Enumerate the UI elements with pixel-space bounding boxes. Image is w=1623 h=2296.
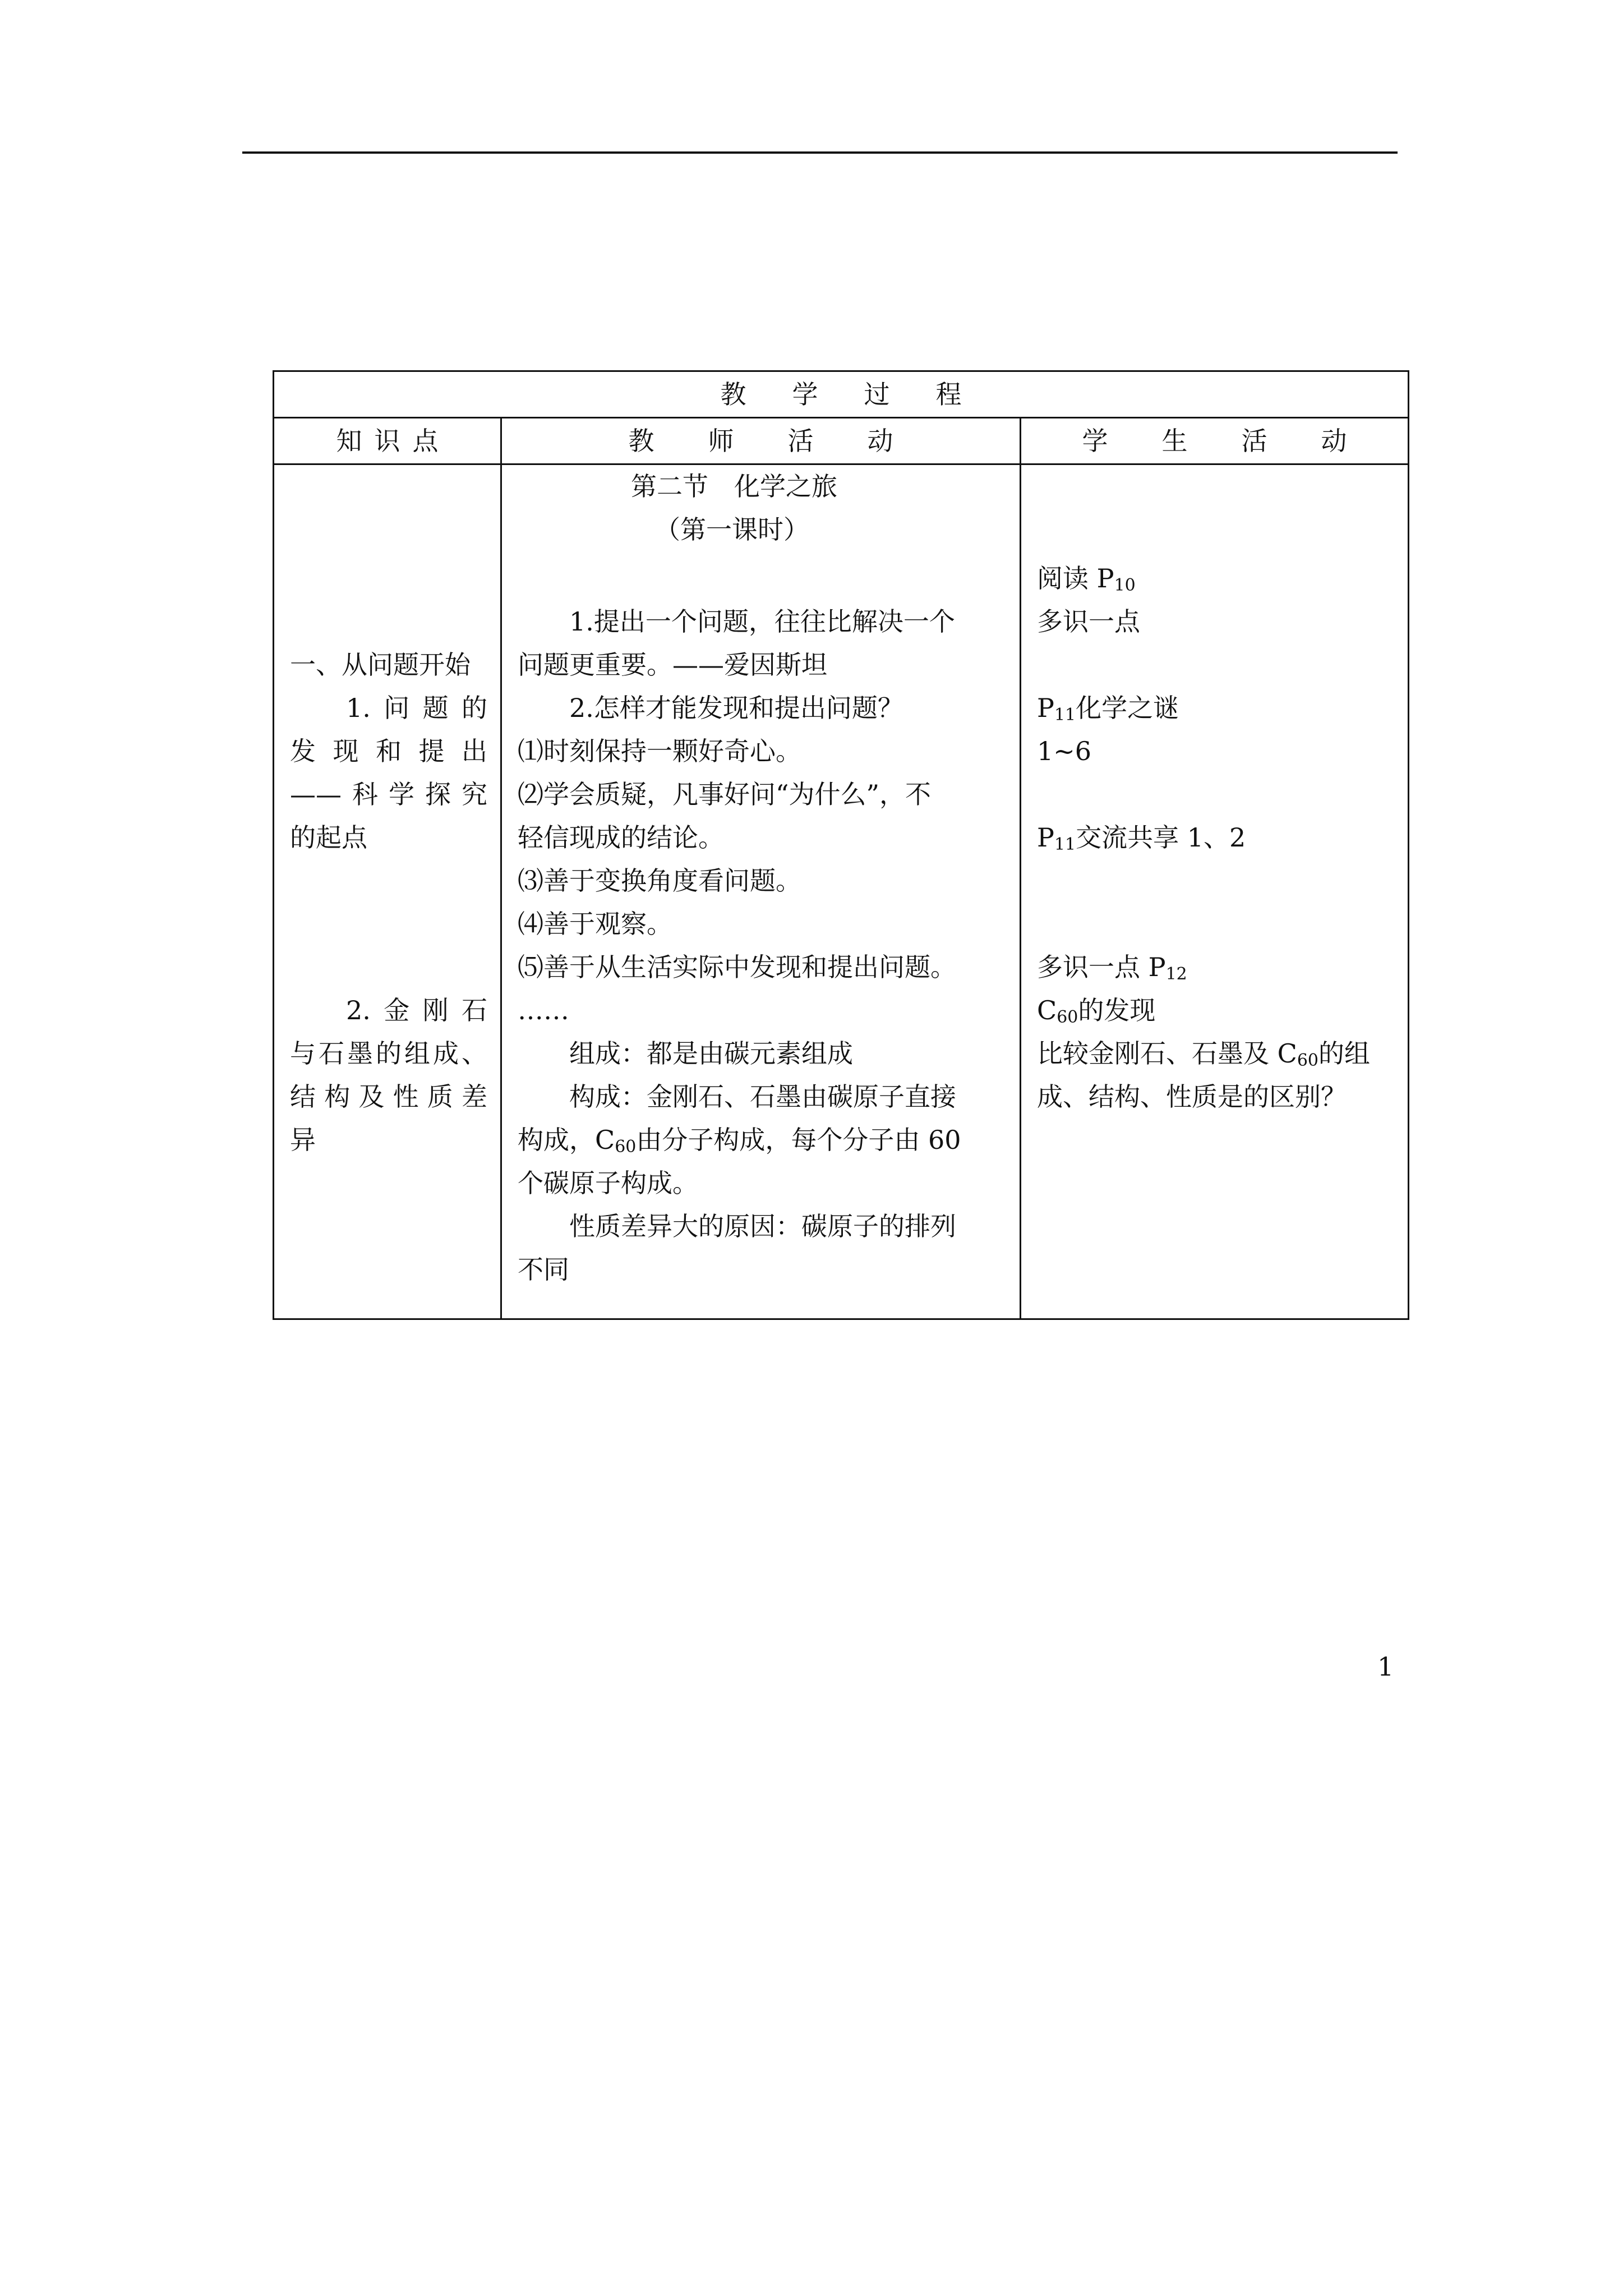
c60-discovery: $C_{60}$的发现 [1037,995,1156,1027]
knowledge-point2-line1: 2.金刚石 [346,995,487,1025]
more-knowledge-2: 多识一点 $P_{12}$ [1037,952,1187,984]
knowledge-point1-line2: 发现和提出 [290,736,487,766]
composition: 组成：都是由碳元素组成 [569,1038,853,1069]
teaching-process-table [273,370,1409,1320]
header-knowledge: 知识点 [274,418,501,464]
tip3: ⑶善于变换角度看问题。 [518,866,801,896]
section-title: 第二节 化学之旅 [631,471,837,501]
knowledge-point1-line4: 的起点 [290,822,367,853]
exchange-share: $P_{11}$交流共享 1、2 [1037,822,1246,854]
knowledge-point1-line1: 1.问题的 [346,693,487,723]
structure-line3: 个碳原子构成。 [518,1168,698,1198]
tip2-line2: 轻信现成的结论。 [518,822,724,853]
page-number: 1 [1377,1651,1394,1682]
reason-line2: 不同 [518,1254,569,1285]
quote-line1: 1.提出一个问题，往往比解决一个 [569,606,955,637]
chemistry-mystery: $P_{11}$化学之谜 [1037,693,1179,725]
knowledge-heading: 一、从问题开始 [290,650,471,680]
question2: 2.怎样才能发现和提出问题？ [569,693,903,723]
header-rule [242,151,1398,154]
table-title: 教学过程 [274,371,1409,418]
compare-line1: 比较金刚石、石墨及 $C_{60}$的组 [1037,1038,1371,1070]
knowledge-point2-line2: 与石墨的组成、 [290,1038,487,1069]
quote-line2: 问题更重要。——爱因斯坦 [518,650,827,680]
reason-line1: 性质差异大的原因：碳原子的排列 [569,1211,956,1241]
knowledge-point2-line3: 结构及性质差 [290,1082,487,1112]
ellipsis: …… [518,995,569,1025]
header-student: 学生活动 [1021,418,1409,464]
knowledge-point1-line3: ——科学探究 [290,779,487,809]
read-p10: 阅读 $P_{10}$ [1037,563,1136,595]
more-knowledge-1: 多识一点 [1037,606,1140,637]
knowledge-column [274,464,501,1319]
lesson-period: （第一课时） [654,514,809,545]
header-teacher: 教师活动 [501,418,1021,464]
tip4: ⑷善于观察。 [518,909,672,939]
tip5: ⑸善于从生活实际中发现和提出问题。 [518,952,956,982]
tip1: ⑴时刻保持一颗好奇心。 [518,736,801,766]
structure-line2: 构成，$C_{60}$由分子构成，每个分子由 60 [518,1125,961,1157]
teacher-column [501,464,1021,1319]
knowledge-point2-line4: 异 [290,1125,316,1155]
tip2-line1: ⑵学会质疑，凡事好问“为什么”，不 [518,779,932,809]
student-column [1021,464,1409,1319]
structure-line1: 构成：金刚石、石墨由碳原子直接 [569,1082,956,1112]
mystery-range: 1~6 [1037,736,1092,766]
compare-line2: 成、结构、性质是的区别？ [1037,1082,1347,1112]
